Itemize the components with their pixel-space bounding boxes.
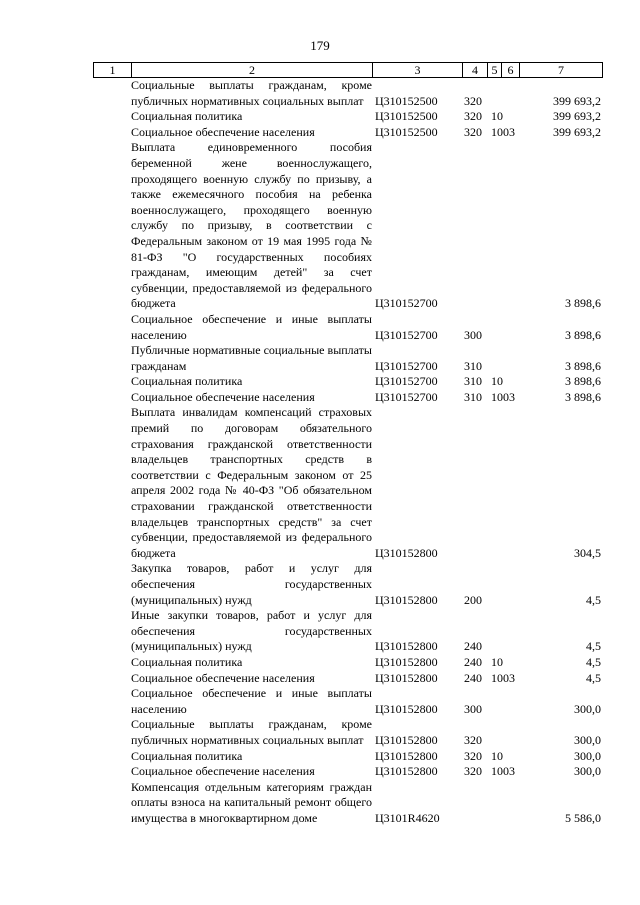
amount: 4,5 [586, 654, 601, 669]
table-row [93, 109, 603, 125]
table-row [93, 374, 603, 390]
row-codes [372, 702, 601, 718]
row-codes [372, 328, 601, 344]
target-article-code: Ц310152800 [375, 732, 438, 747]
row-codes [372, 109, 601, 125]
expense-type-code: 300 [464, 701, 482, 716]
expense-type-code [462, 296, 487, 312]
target-article-code: Ц3101R4620 [375, 810, 440, 825]
row-description: Выплата инвалидам компенсаций страховых премий по договорам обязательного страхования гражданской ответственности владельцев транспортных средств в соответствии с Федеральным законом от 25 апреля 2002 года № 40-ФЗ "Об обязательном страховании гражданской ответственности владельцев транспортных средств" за счет субвенции, предоставляемой из федерального бюджета [131, 405, 372, 560]
table-row [93, 343, 603, 374]
row-codes [372, 764, 601, 780]
table-row [93, 686, 603, 717]
table-row [93, 140, 603, 312]
row-description: Компенсация отдельным категориям граждан оплаты взноса на капитальный ремонт общего имущества в многоквартирном доме [131, 779, 372, 825]
amount: 399 693,2 [553, 93, 601, 108]
header-col-3: 3 [373, 63, 463, 77]
section-code: 10 [491, 374, 503, 389]
header-col-7: 7 [558, 63, 564, 77]
target-article-code: Ц310152500 [375, 93, 438, 108]
header-col-6: 6 [502, 63, 520, 77]
section-code [487, 94, 501, 110]
expense-type-code: 310 [464, 374, 482, 389]
subsection-code [501, 328, 519, 344]
expense-type-code: 200 [464, 592, 482, 607]
row-codes [372, 655, 601, 671]
section-code: 10 [491, 670, 503, 685]
subsection-code: 03 [503, 124, 515, 139]
section-code [487, 639, 501, 655]
subsection-code [501, 546, 519, 562]
row-codes [372, 749, 601, 765]
row-codes [372, 671, 601, 687]
amount: 4,5 [586, 592, 601, 607]
target-article-code: Ц310152800 [375, 748, 438, 763]
expense-type-code: 240 [464, 670, 482, 685]
amount: 3 898,6 [565, 296, 601, 311]
table-row [93, 390, 603, 406]
section-code [487, 702, 501, 718]
amount: 3 898,6 [565, 374, 601, 389]
target-article-code: Ц310152700 [375, 327, 438, 342]
expense-type-code: 240 [464, 639, 482, 654]
target-article-code: Ц310152800 [375, 654, 438, 669]
expense-type-code: 320 [464, 109, 482, 124]
row-codes [372, 546, 601, 562]
section-code: 10 [491, 389, 503, 404]
target-article-code: Ц310152800 [375, 592, 438, 607]
subsection-code [501, 94, 519, 110]
expense-type-code [462, 546, 487, 562]
table-row [93, 125, 603, 141]
target-article-code: Ц310152500 [375, 124, 438, 139]
amount: 4,5 [586, 639, 601, 654]
subsection-code [501, 655, 519, 671]
budget-table [93, 62, 603, 827]
target-article-code: Ц310152800 [375, 545, 438, 560]
target-article-code: Ц310152800 [375, 670, 438, 685]
table-body [93, 78, 603, 827]
row-description: Социальная политика [131, 374, 243, 389]
row-description: Социальное обеспечение населения [131, 670, 315, 685]
table-row [93, 561, 603, 608]
header-col-2: 2 [132, 63, 373, 77]
amount: 300,0 [574, 764, 601, 779]
amount: 5 586,0 [565, 810, 601, 825]
subsection-code [501, 109, 519, 125]
row-description: Социальное обеспечение населения [131, 124, 315, 139]
subsection-code [501, 374, 519, 390]
row-description: Социальное обеспечение населения [131, 764, 315, 779]
section-code [487, 593, 501, 609]
amount: 399 693,2 [553, 124, 601, 139]
target-article-code: Ц310152700 [375, 358, 438, 373]
expense-type-code: 320 [464, 732, 482, 747]
subsection-code: 03 [503, 670, 515, 685]
row-codes [372, 94, 601, 110]
table-row [93, 780, 603, 827]
subsection-code [501, 811, 519, 827]
table-row [93, 749, 603, 765]
row-description: Социальные выплаты гражданам, кроме публичных нормативных социальных выплат [131, 717, 372, 747]
expense-type-code: 320 [464, 124, 482, 139]
target-article-code: Ц310152800 [375, 701, 438, 716]
target-article-code: Ц310152800 [375, 639, 438, 654]
row-description: Публичные нормативные социальные выплаты гражданам [131, 343, 372, 373]
section-code: 10 [491, 124, 503, 139]
row-description: Социальная политика [131, 109, 243, 124]
table-row [93, 608, 603, 655]
row-codes [372, 733, 601, 749]
table-row [93, 671, 603, 687]
table-row [93, 764, 603, 780]
subsection-code [501, 593, 519, 609]
row-description: Социальное обеспечение населения [131, 389, 315, 404]
subsection-code: 03 [503, 389, 515, 404]
table-row [93, 312, 603, 343]
amount: 3 898,6 [565, 389, 601, 404]
subsection-code [501, 639, 519, 655]
table-header [93, 62, 603, 78]
row-description: Закупка товаров, работ и услуг для обеспечения государственных (муниципальных) нужд [131, 561, 372, 607]
header-col-1: 1 [94, 63, 132, 77]
table-row [93, 717, 603, 748]
expense-type-code: 300 [464, 327, 482, 342]
subsection-code [501, 749, 519, 765]
subsection-code [501, 359, 519, 375]
section-code: 10 [491, 764, 503, 779]
target-article-code: Ц310152700 [375, 389, 438, 404]
section-code [487, 811, 501, 827]
page-number: 179 [310, 38, 330, 53]
section-code [487, 733, 501, 749]
header-col-4: 4 [463, 63, 488, 77]
expense-type-code: 310 [464, 358, 482, 373]
expense-type-code: 320 [464, 764, 482, 779]
row-codes [372, 390, 601, 406]
row-description: Выплата единовременного пособия беременной жене военнослужащего, проходящего военную службу по призыву, а также ежемесячного пособия на ребенка военнослужащего, проходящего военную службу по призыву, в соответствии с Федеральным законом от 19 мая 1995 года № 81-ФЗ "О государственных пособиях гражданам, имеющим детей" за счет субвенции, предоставляемой из федерального бюджета [131, 140, 372, 311]
amount: 4,5 [586, 670, 601, 685]
row-description: Социальные выплаты гражданам, кроме публичных нормативных социальных выплат [131, 78, 372, 108]
row-codes [372, 593, 601, 609]
target-article-code: Ц310152800 [375, 764, 438, 779]
amount: 300,0 [574, 748, 601, 763]
row-description: Социальная политика [131, 654, 243, 669]
row-codes [372, 125, 601, 141]
amount: 300,0 [574, 732, 601, 747]
table-row [93, 655, 603, 671]
row-description: Социальное обеспечение и иные выплаты населению [131, 686, 372, 716]
row-description: Социальная политика [131, 748, 243, 763]
subsection-code: 03 [503, 764, 515, 779]
row-description: Иные закупки товаров, работ и услуг для обеспечения государственных (муниципальных) нужд [131, 608, 372, 654]
section-code [487, 546, 501, 562]
amount: 300,0 [574, 701, 601, 716]
row-codes [372, 374, 601, 390]
expense-type-code: 240 [464, 654, 482, 669]
expense-type-code: 310 [464, 389, 482, 404]
expense-type-code: 320 [464, 748, 482, 763]
section-code: 10 [491, 748, 503, 763]
row-codes [372, 296, 601, 312]
subsection-code [501, 296, 519, 312]
expense-type-code [462, 811, 487, 827]
row-codes [372, 359, 601, 375]
section-code: 10 [491, 654, 503, 669]
section-code [487, 328, 501, 344]
amount: 3 898,6 [565, 327, 601, 342]
amount: 399 693,2 [553, 109, 601, 124]
row-codes [372, 639, 601, 655]
section-code [487, 296, 501, 312]
section-code: 10 [491, 109, 503, 124]
table-row [93, 405, 603, 561]
expense-type-code: 320 [464, 93, 482, 108]
subsection-code [501, 702, 519, 718]
subsection-code [501, 733, 519, 749]
target-article-code: Ц310152500 [375, 109, 438, 124]
target-article-code: Ц310152700 [375, 296, 438, 311]
row-description: Социальное обеспечение и иные выплаты населению [131, 311, 372, 342]
row-codes [372, 811, 601, 827]
section-code [487, 359, 501, 375]
amount: 3 898,6 [565, 358, 601, 373]
table-row [93, 78, 603, 109]
amount: 304,5 [574, 545, 601, 560]
header-col-5: 5 [488, 63, 502, 77]
target-article-code: Ц310152700 [375, 374, 438, 389]
